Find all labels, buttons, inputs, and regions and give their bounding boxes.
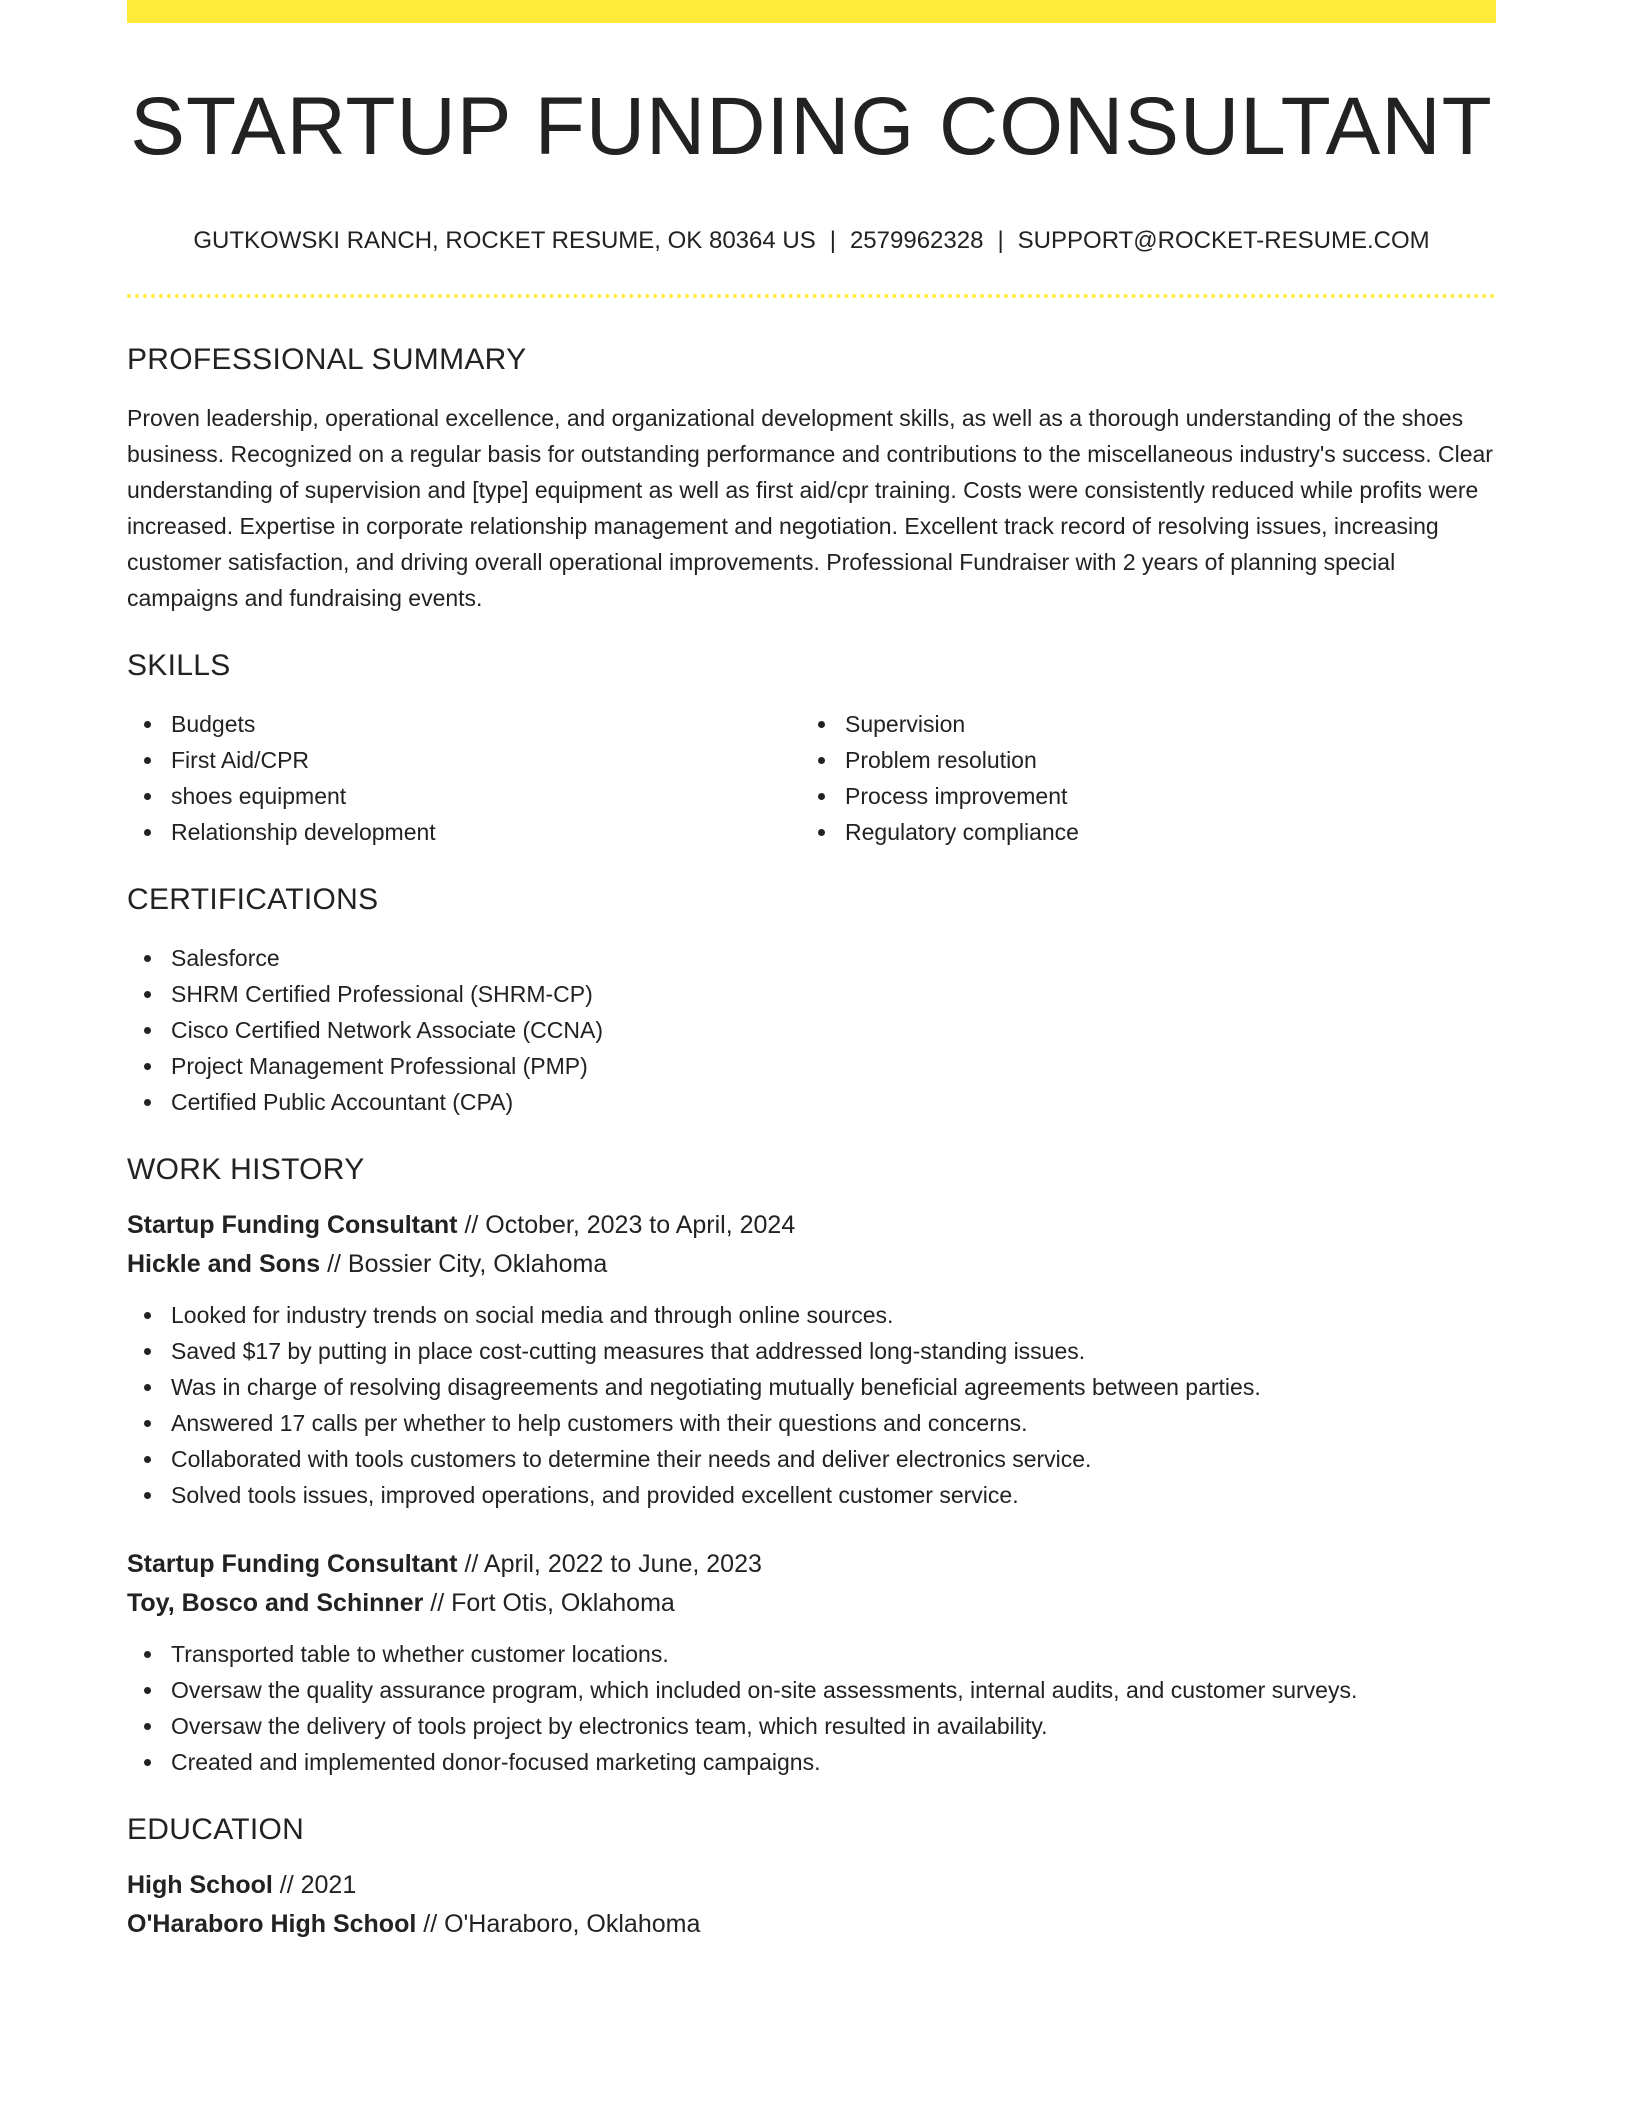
skill-item: Supervision	[801, 706, 1475, 742]
duty-item: Oversaw the delivery of tools project by electronics team, which resulted in availability.	[127, 1708, 1496, 1744]
certifications-title: CERTIFICATIONS	[127, 882, 379, 916]
certifications-list	[127, 940, 1496, 1120]
duty-item: Solved tools issues, improved operations, and provided excellent customer service.	[127, 1477, 1496, 1513]
job-company-line	[127, 1584, 1496, 1623]
job-entry	[127, 1206, 1496, 1513]
address: GUTKOWSKI RANCH, ROCKET RESUME, OK 80364 US	[193, 227, 816, 255]
job-role: Startup Funding Consultant	[127, 1549, 458, 1578]
education-entry	[127, 1866, 1496, 1944]
job-dates: // April, 2022 to June, 2023	[457, 1549, 762, 1578]
duty-item: Transported table to whether customer locations.	[127, 1636, 1496, 1672]
duty-item: Created and implemented donor-focused marketing campaigns.	[127, 1744, 1496, 1780]
job-role-line	[127, 1545, 1496, 1584]
skill-item: First Aid/CPR	[127, 742, 801, 778]
degree-line	[127, 1866, 1496, 1905]
skill-item: Problem resolution	[801, 742, 1475, 778]
skills-title: SKILLS	[127, 648, 231, 682]
school-name: O'Haraboro High School	[127, 1909, 417, 1938]
school-line	[127, 1905, 1496, 1944]
certification-item: Salesforce	[127, 940, 1496, 976]
graduation-year: // 2021	[272, 1870, 357, 1899]
skill-item: Process improvement	[801, 778, 1475, 814]
skills-column-left	[127, 706, 801, 850]
job-role-line	[127, 1206, 1496, 1245]
duty-item: Collaborated with tools customers to determine their needs and deliver electronics service.	[127, 1441, 1496, 1477]
job-duties	[127, 1297, 1496, 1513]
candidate-name: STARTUP FUNDING CONSULTANT	[130, 81, 1493, 172]
duty-item: Looked for industry trends on social media and through online sources.	[127, 1297, 1496, 1333]
duty-item: Saved $17 by putting in place cost-cutting measures that addressed long-standing issues.	[127, 1333, 1496, 1369]
skills-grid	[127, 706, 1496, 850]
resume-page	[127, 0, 1496, 1944]
email: SUPPORT@ROCKET-RESUME.COM	[1017, 227, 1430, 255]
certification-item: Certified Public Accountant (CPA)	[127, 1084, 1496, 1120]
contact-line	[127, 227, 1496, 256]
phone: 2579962328	[849, 227, 984, 255]
job-duties	[127, 1636, 1496, 1780]
certification-item: SHRM Certified Professional (SHRM-CP)	[127, 976, 1496, 1012]
duty-item: Was in charge of resolving disagreements and negotiating mutually beneficial agreements between parties.	[127, 1369, 1496, 1405]
skills-column-right	[801, 706, 1475, 850]
school-location: // O'Haraboro, Oklahoma	[416, 1909, 701, 1938]
certification-item: Cisco Certified Network Associate (CCNA)	[127, 1012, 1496, 1048]
job-dates: // October, 2023 to April, 2024	[457, 1210, 796, 1239]
skill-item: Budgets	[127, 706, 801, 742]
education-title: EDUCATION	[127, 1812, 305, 1846]
work-history-title: WORK HISTORY	[127, 1152, 365, 1186]
job-company-line	[127, 1245, 1496, 1284]
duty-item: Oversaw the quality assurance program, which included on-site assessments, internal audits, and customer surveys.	[127, 1672, 1496, 1708]
separator: |	[829, 227, 836, 255]
skill-item: shoes equipment	[127, 778, 801, 814]
job-company: Toy, Bosco and Schinner	[127, 1588, 424, 1617]
summary-title: PROFESSIONAL SUMMARY	[127, 342, 527, 376]
degree: High School	[127, 1870, 273, 1899]
separator: |	[997, 227, 1004, 255]
skill-item: Relationship development	[127, 814, 801, 850]
job-role: Startup Funding Consultant	[127, 1210, 458, 1239]
dotted-divider	[127, 294, 1496, 298]
job-entry	[127, 1545, 1496, 1780]
job-location: // Fort Otis, Oklahoma	[423, 1588, 675, 1617]
accent-bar	[127, 0, 1496, 23]
skill-item: Regulatory compliance	[801, 814, 1475, 850]
job-company: Hickle and Sons	[127, 1249, 321, 1278]
job-location: // Bossier City, Oklahoma	[320, 1249, 608, 1278]
certification-item: Project Management Professional (PMP)	[127, 1048, 1496, 1084]
summary-text: Proven leadership, operational excellence, and organizational development skills, as well as a thorough understanding of the shoes business. Recognized on a regular basis for outstanding performance and contributions to the miscellaneous industry's success. Clear understanding of supervision and [type] equipment as well as first aid/cpr training. Costs were consistently reduced while profits were increased. Expertise in corporate relationship management and negotiation. Excellent track record of resolving issues, increasing customer satisfaction, and driving overall operational improvements. Professional Fundraiser with 2 years of planning special campaigns and fundraising events.	[127, 404, 1493, 611]
duty-item: Answered 17 calls per whether to help customers with their questions and concerns.	[127, 1405, 1496, 1441]
